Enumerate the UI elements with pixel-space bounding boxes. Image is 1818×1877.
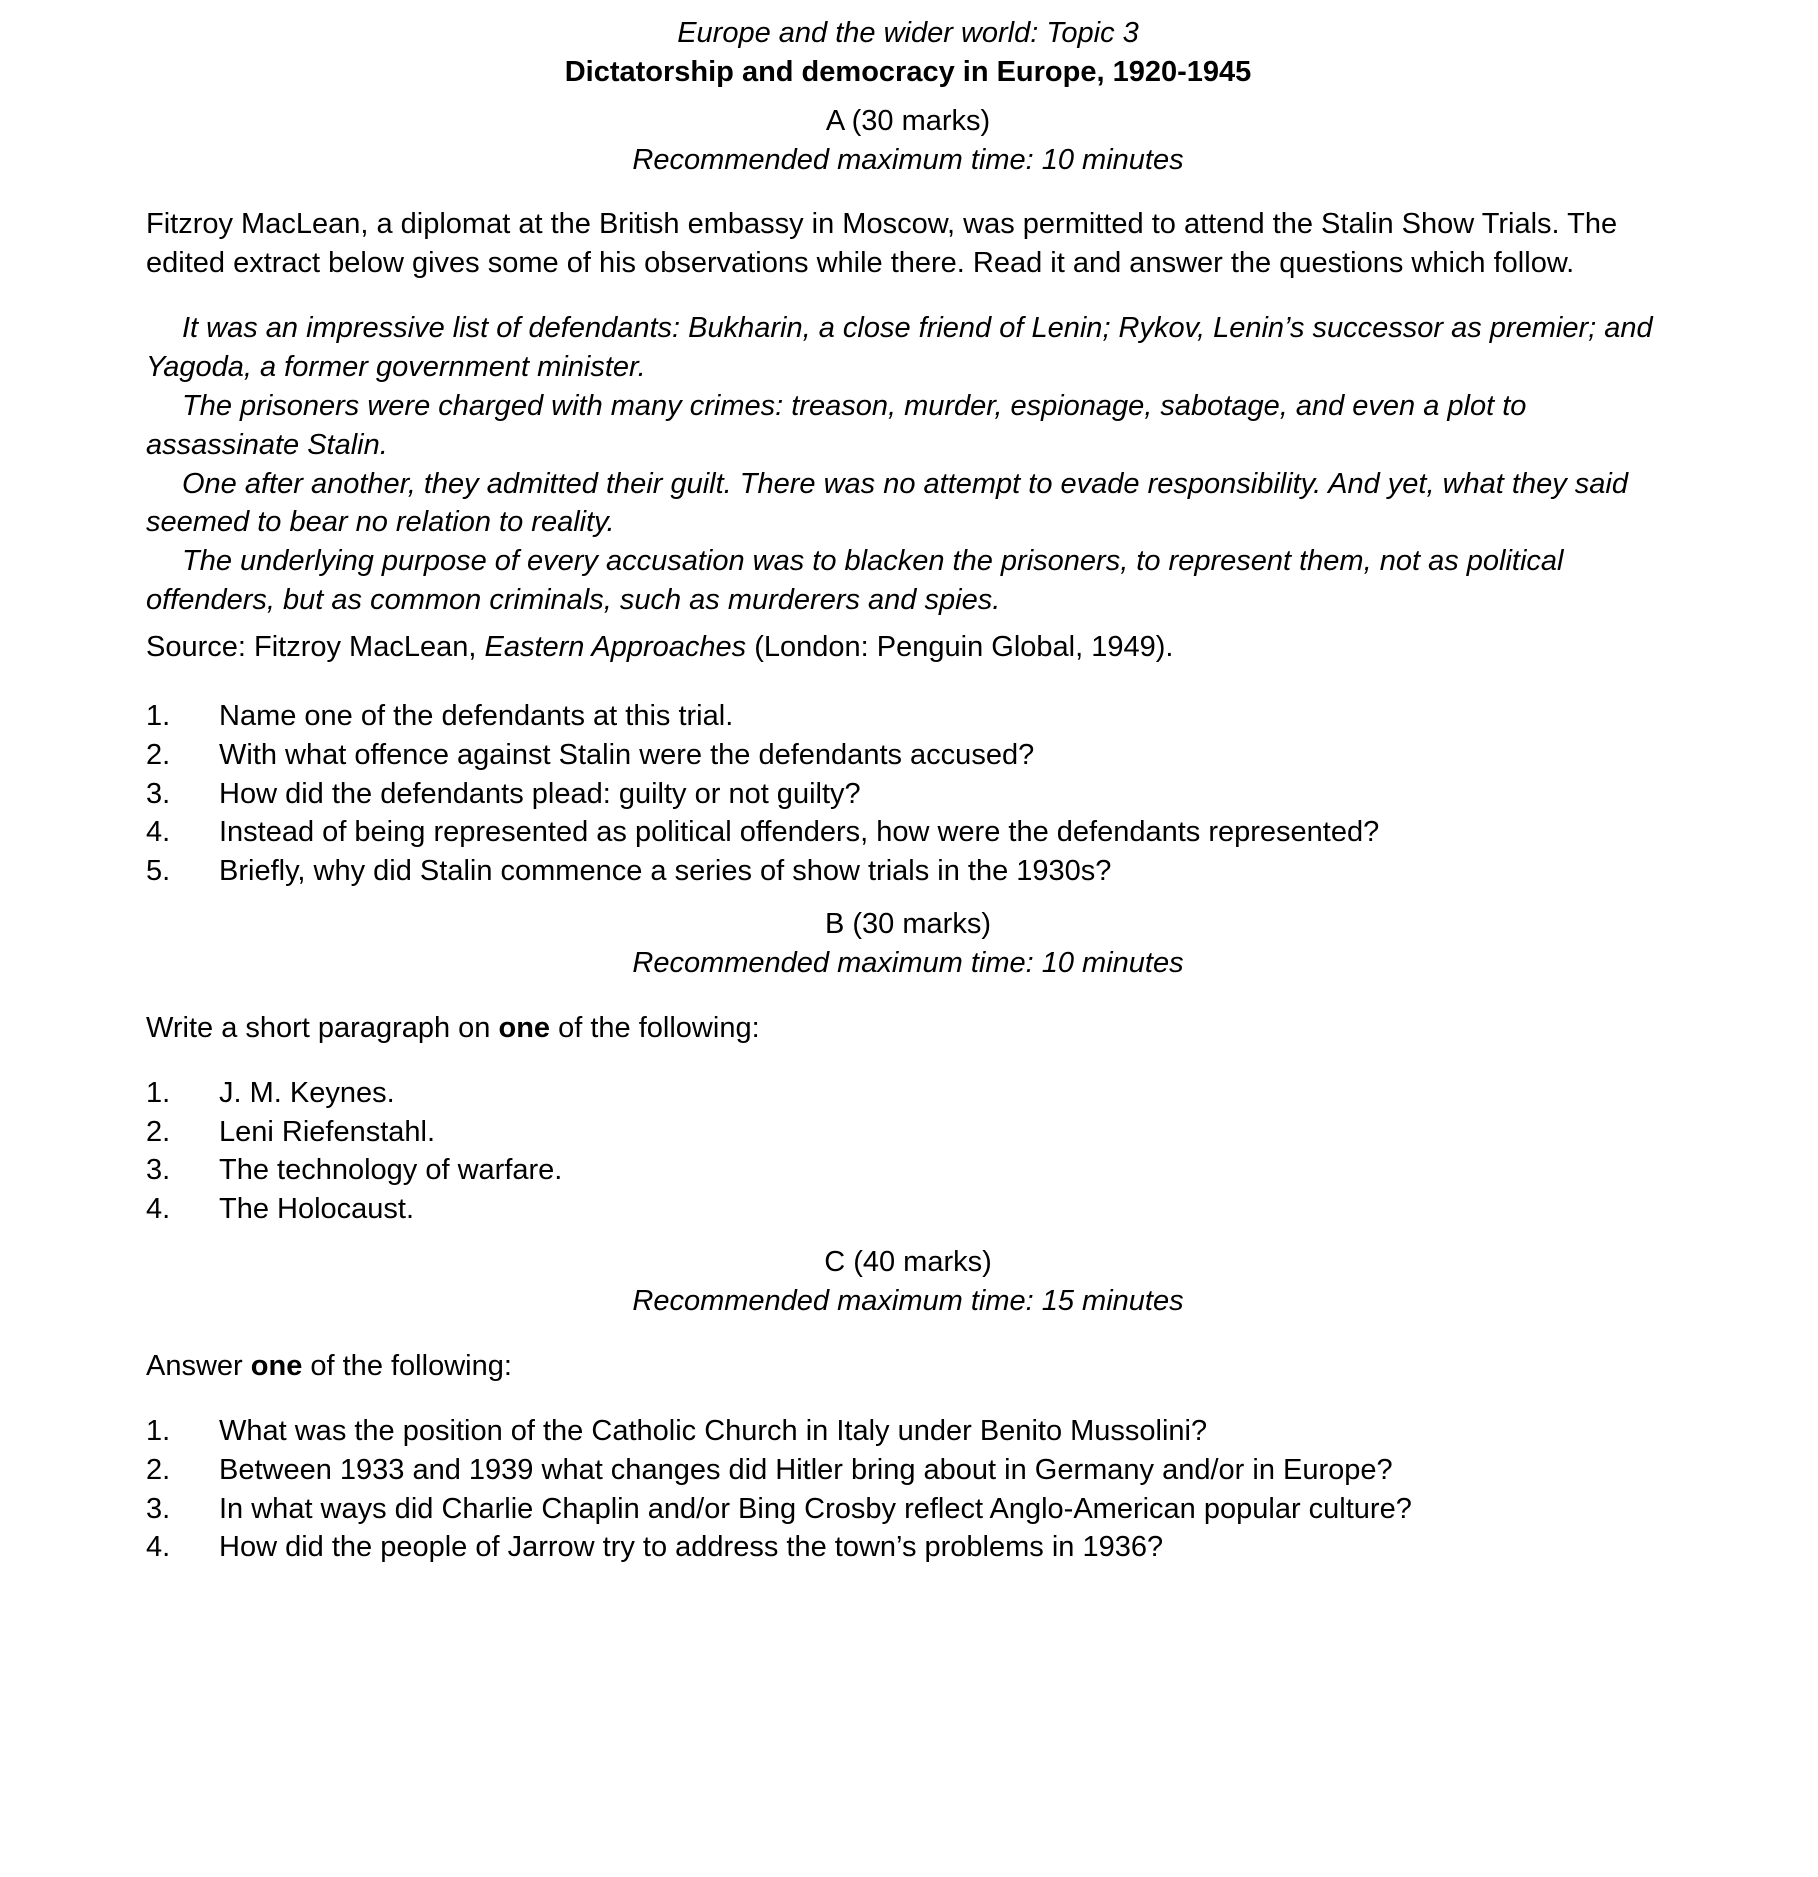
document-header <box>146 14 1670 92</box>
source-suffix: (London: Penguin Global, 1949). <box>746 631 1174 664</box>
option-number: 3. <box>146 1154 171 1187</box>
list-item <box>146 1113 1670 1152</box>
source-extract <box>146 309 1670 620</box>
prompt-suffix: of the following: <box>302 1349 512 1382</box>
section-a-heading: A (30 marks) <box>825 104 991 137</box>
prompt-prefix: Answer <box>146 1349 251 1382</box>
section-c <box>146 1243 1670 1567</box>
section-c-heading: C (40 marks) <box>824 1246 992 1279</box>
option-text: J. M. Keynes. <box>219 1076 395 1109</box>
list-item <box>146 1528 1670 1567</box>
question-number: 2. <box>146 1453 171 1486</box>
question-text: With what offence against Stalin were the defendants accused? <box>219 738 1035 771</box>
question-text: What was the position of the Catholic Church in Italy under Benito Mussolini? <box>219 1414 1208 1447</box>
question-number: 2. <box>146 738 171 771</box>
question-text: In what ways did Charlie Chaplin and/or Bing Crosby reflect Anglo-American popular culture? <box>219 1492 1412 1525</box>
list-item <box>146 697 1670 736</box>
option-text: Leni Riefenstahl. <box>219 1115 436 1148</box>
extract-paragraph: One after another, they admitted their guilt. There was no attempt to evade responsibility. And yet, what they said seemed to bear no relation to reality. <box>146 467 1628 539</box>
question-text: Between 1933 and 1939 what changes did Hitler bring about in Germany and/or in Europe? <box>219 1453 1393 1486</box>
extract-paragraph: The underlying purpose of every accusation was to blacken the prisoners, to represent them, not as political offenders, but as common criminals, such as murderers and spies. <box>146 545 1564 617</box>
section-a <box>146 102 1670 891</box>
list-item <box>146 736 1670 775</box>
list-item <box>146 775 1670 814</box>
question-number: 5. <box>146 855 171 888</box>
section-c-time: Recommended maximum time: 15 minutes <box>632 1285 1184 1318</box>
document-title-main: Dictatorship and democracy in Europe, 1920-1945 <box>564 55 1252 88</box>
prompt-suffix: of the following: <box>550 1011 760 1044</box>
section-a-questions <box>146 697 1670 891</box>
prompt-emphasis: one <box>498 1011 551 1044</box>
section-b <box>146 905 1670 1229</box>
question-number: 3. <box>146 777 171 810</box>
section-b-prompt <box>146 1009 1670 1048</box>
list-item <box>146 1151 1670 1190</box>
list-item <box>146 1074 1670 1113</box>
source-prefix: Source: Fitzroy MacLean, <box>146 631 485 664</box>
list-item <box>146 1190 1670 1229</box>
question-text: Briefly, why did Stalin commence a series of show trials in the 1930s? <box>219 855 1112 888</box>
extract-paragraph: It was an impressive list of defendants: Bukharin, a close friend of Lenin; Rykov, Lenin’s successor as premier; and Yagoda, a former government minister. <box>146 312 1653 384</box>
extract-paragraph: The prisoners were charged with many crimes: treason, murder, espionage, sabotage, and even a plot to assassinate Stalin. <box>146 389 1527 461</box>
option-number: 2. <box>146 1115 171 1148</box>
option-text: The Holocaust. <box>219 1193 415 1226</box>
option-number: 4. <box>146 1193 171 1226</box>
list-item <box>146 1412 1670 1451</box>
section-b-options <box>146 1074 1670 1229</box>
question-number: 4. <box>146 1531 171 1564</box>
document-title-topic: Europe and the wider world: Topic 3 <box>677 17 1139 49</box>
question-text: How did the people of Jarrow try to address the town’s problems in 1936? <box>219 1531 1164 1564</box>
list-item <box>146 852 1670 891</box>
question-number: 4. <box>146 816 171 849</box>
question-text: Name one of the defendants at this trial. <box>219 699 734 732</box>
question-number: 1. <box>146 1414 171 1447</box>
section-b-time: Recommended maximum time: 10 minutes <box>632 947 1184 980</box>
section-a-intro: Fitzroy MacLean, a diplomat at the British embassy in Moscow, was permitted to attend the Stalin Show Trials. The edited extract below gives some of his observations while there. Read it and answer the questions which follow. <box>146 208 1618 280</box>
list-item <box>146 1490 1670 1529</box>
list-item <box>146 1451 1670 1490</box>
prompt-prefix: Write a short paragraph on <box>146 1011 499 1044</box>
list-item <box>146 813 1670 852</box>
section-b-heading: B (30 marks) <box>825 908 991 941</box>
source-book-title: Eastern Approaches <box>484 631 747 664</box>
section-c-questions <box>146 1412 1670 1567</box>
section-c-prompt <box>146 1347 1670 1386</box>
prompt-emphasis: one <box>250 1349 303 1382</box>
question-text: How did the defendants plead: guilty or not guilty? <box>219 777 861 810</box>
option-number: 1. <box>146 1076 171 1109</box>
question-number: 1. <box>146 699 171 732</box>
option-text: The technology of warfare. <box>219 1154 563 1187</box>
source-attribution <box>146 628 1670 667</box>
question-text: Instead of being represented as political offenders, how were the defendants represented? <box>219 816 1380 849</box>
question-number: 3. <box>146 1492 171 1525</box>
section-a-time: Recommended maximum time: 10 minutes <box>632 143 1184 176</box>
